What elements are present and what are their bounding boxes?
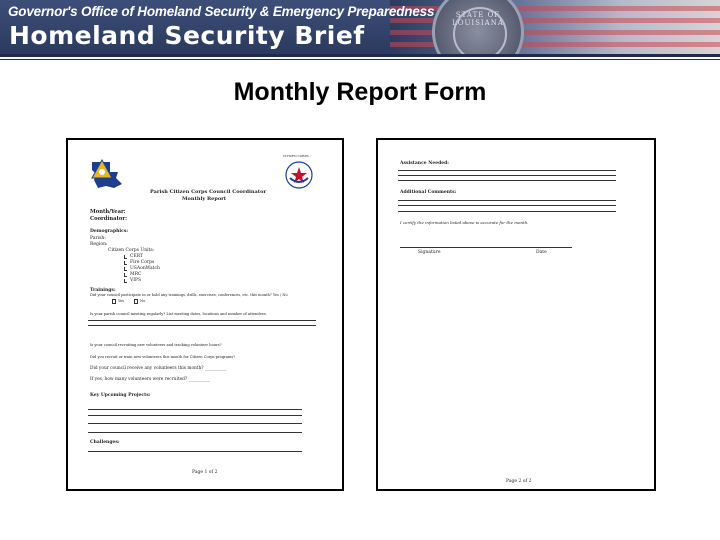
header-rule <box>0 54 720 57</box>
office-name: Governor's Office of Homeland Security & Emergency Preparedness <box>8 4 435 19</box>
signature-line[interactable] <box>400 247 572 248</box>
louisiana-state-logo-icon <box>88 158 124 192</box>
answer-line[interactable] <box>88 325 316 326</box>
certify-statement: I certify the information listed above is accurate for the month. <box>400 220 529 225</box>
answer-line[interactable] <box>398 205 616 206</box>
answer-line[interactable] <box>88 423 302 424</box>
citizen-corps-logo-icon <box>284 160 314 190</box>
yes-label: Yes <box>118 299 125 303</box>
answer-line[interactable] <box>88 409 302 410</box>
answer-line[interactable] <box>398 170 616 171</box>
report-page-1 <box>66 138 344 491</box>
region-label: Region: <box>90 242 108 247</box>
no-checkbox[interactable] <box>134 299 138 304</box>
page-footer: Page 2 of 2 <box>506 479 532 484</box>
training-question: Did your council participate in or hold any trainings, drills, exercises, conferences, etc. this month? Yes / No <box>90 293 288 297</box>
volunteer-count-question: Did your council receive any volunteers this month? __________ <box>90 366 227 371</box>
answer-line[interactable] <box>398 211 616 212</box>
page-title: Monthly Report Form <box>233 78 487 106</box>
volunteer-question-1: Is your council recruiting new volunteers and tracking volunteer hours? <box>90 343 222 347</box>
answer-line[interactable] <box>398 180 616 181</box>
month-year-label: Month/Year: <box>90 209 126 215</box>
header-banner <box>0 0 720 54</box>
trainings-label: Trainings: <box>90 288 116 293</box>
yes-checkbox[interactable] <box>112 299 116 304</box>
demographics-label: Demographics: <box>90 229 129 234</box>
corps-units-label: Citizen Corps Units: <box>108 248 155 253</box>
answer-line[interactable] <box>88 432 302 433</box>
answer-line[interactable] <box>398 175 616 176</box>
answer-line[interactable] <box>88 415 302 416</box>
state-seal-icon: STATE OF LOUISIANA <box>432 0 524 54</box>
signature-label: Signature <box>418 250 441 255</box>
assistance-label: Assistance Needed: <box>400 161 449 166</box>
unit-item: CERT <box>130 254 144 259</box>
brief-title: Homeland Security Brief <box>9 21 365 50</box>
unit-item: USAonWatch <box>130 266 160 271</box>
answer-line[interactable] <box>88 320 316 321</box>
answer-line[interactable] <box>88 451 302 452</box>
unit-item: MRC <box>130 272 142 277</box>
header-rule-thin <box>0 59 720 60</box>
no-label: No <box>140 299 146 303</box>
form-heading: Parish Citizen Corps Council Coordinator <box>150 189 267 195</box>
volunteer-howmany-question: If yes, how many volunteers were recruited? __________ <box>90 377 211 382</box>
logo-caption: CITIZEN CORPS <box>283 154 309 158</box>
meetings-question: Is your parish council meeting regularly? List meeting dates, locations and number of attendees. <box>90 312 267 316</box>
parish-label: Parish: <box>90 236 106 241</box>
page-footer: Page 1 of 2 <box>192 470 218 475</box>
volunteer-question-2: Did you recruit or train new volunteers this month for Citizen Corps programs? <box>90 355 236 359</box>
report-page-2 <box>376 138 656 491</box>
form-subheading: Monthly Report <box>182 196 227 202</box>
comments-label: Additional Comments: <box>400 190 457 195</box>
date-label: Date <box>536 250 547 255</box>
challenges-label: Challenges: <box>90 440 120 445</box>
answer-line[interactable] <box>398 200 616 201</box>
unit-item: VIPS <box>130 278 142 283</box>
coordinator-label: Coordinator: <box>90 216 128 222</box>
upcoming-projects-label: Key Upcoming Projects: <box>90 393 151 398</box>
unit-item: Fire Corps <box>130 260 155 265</box>
